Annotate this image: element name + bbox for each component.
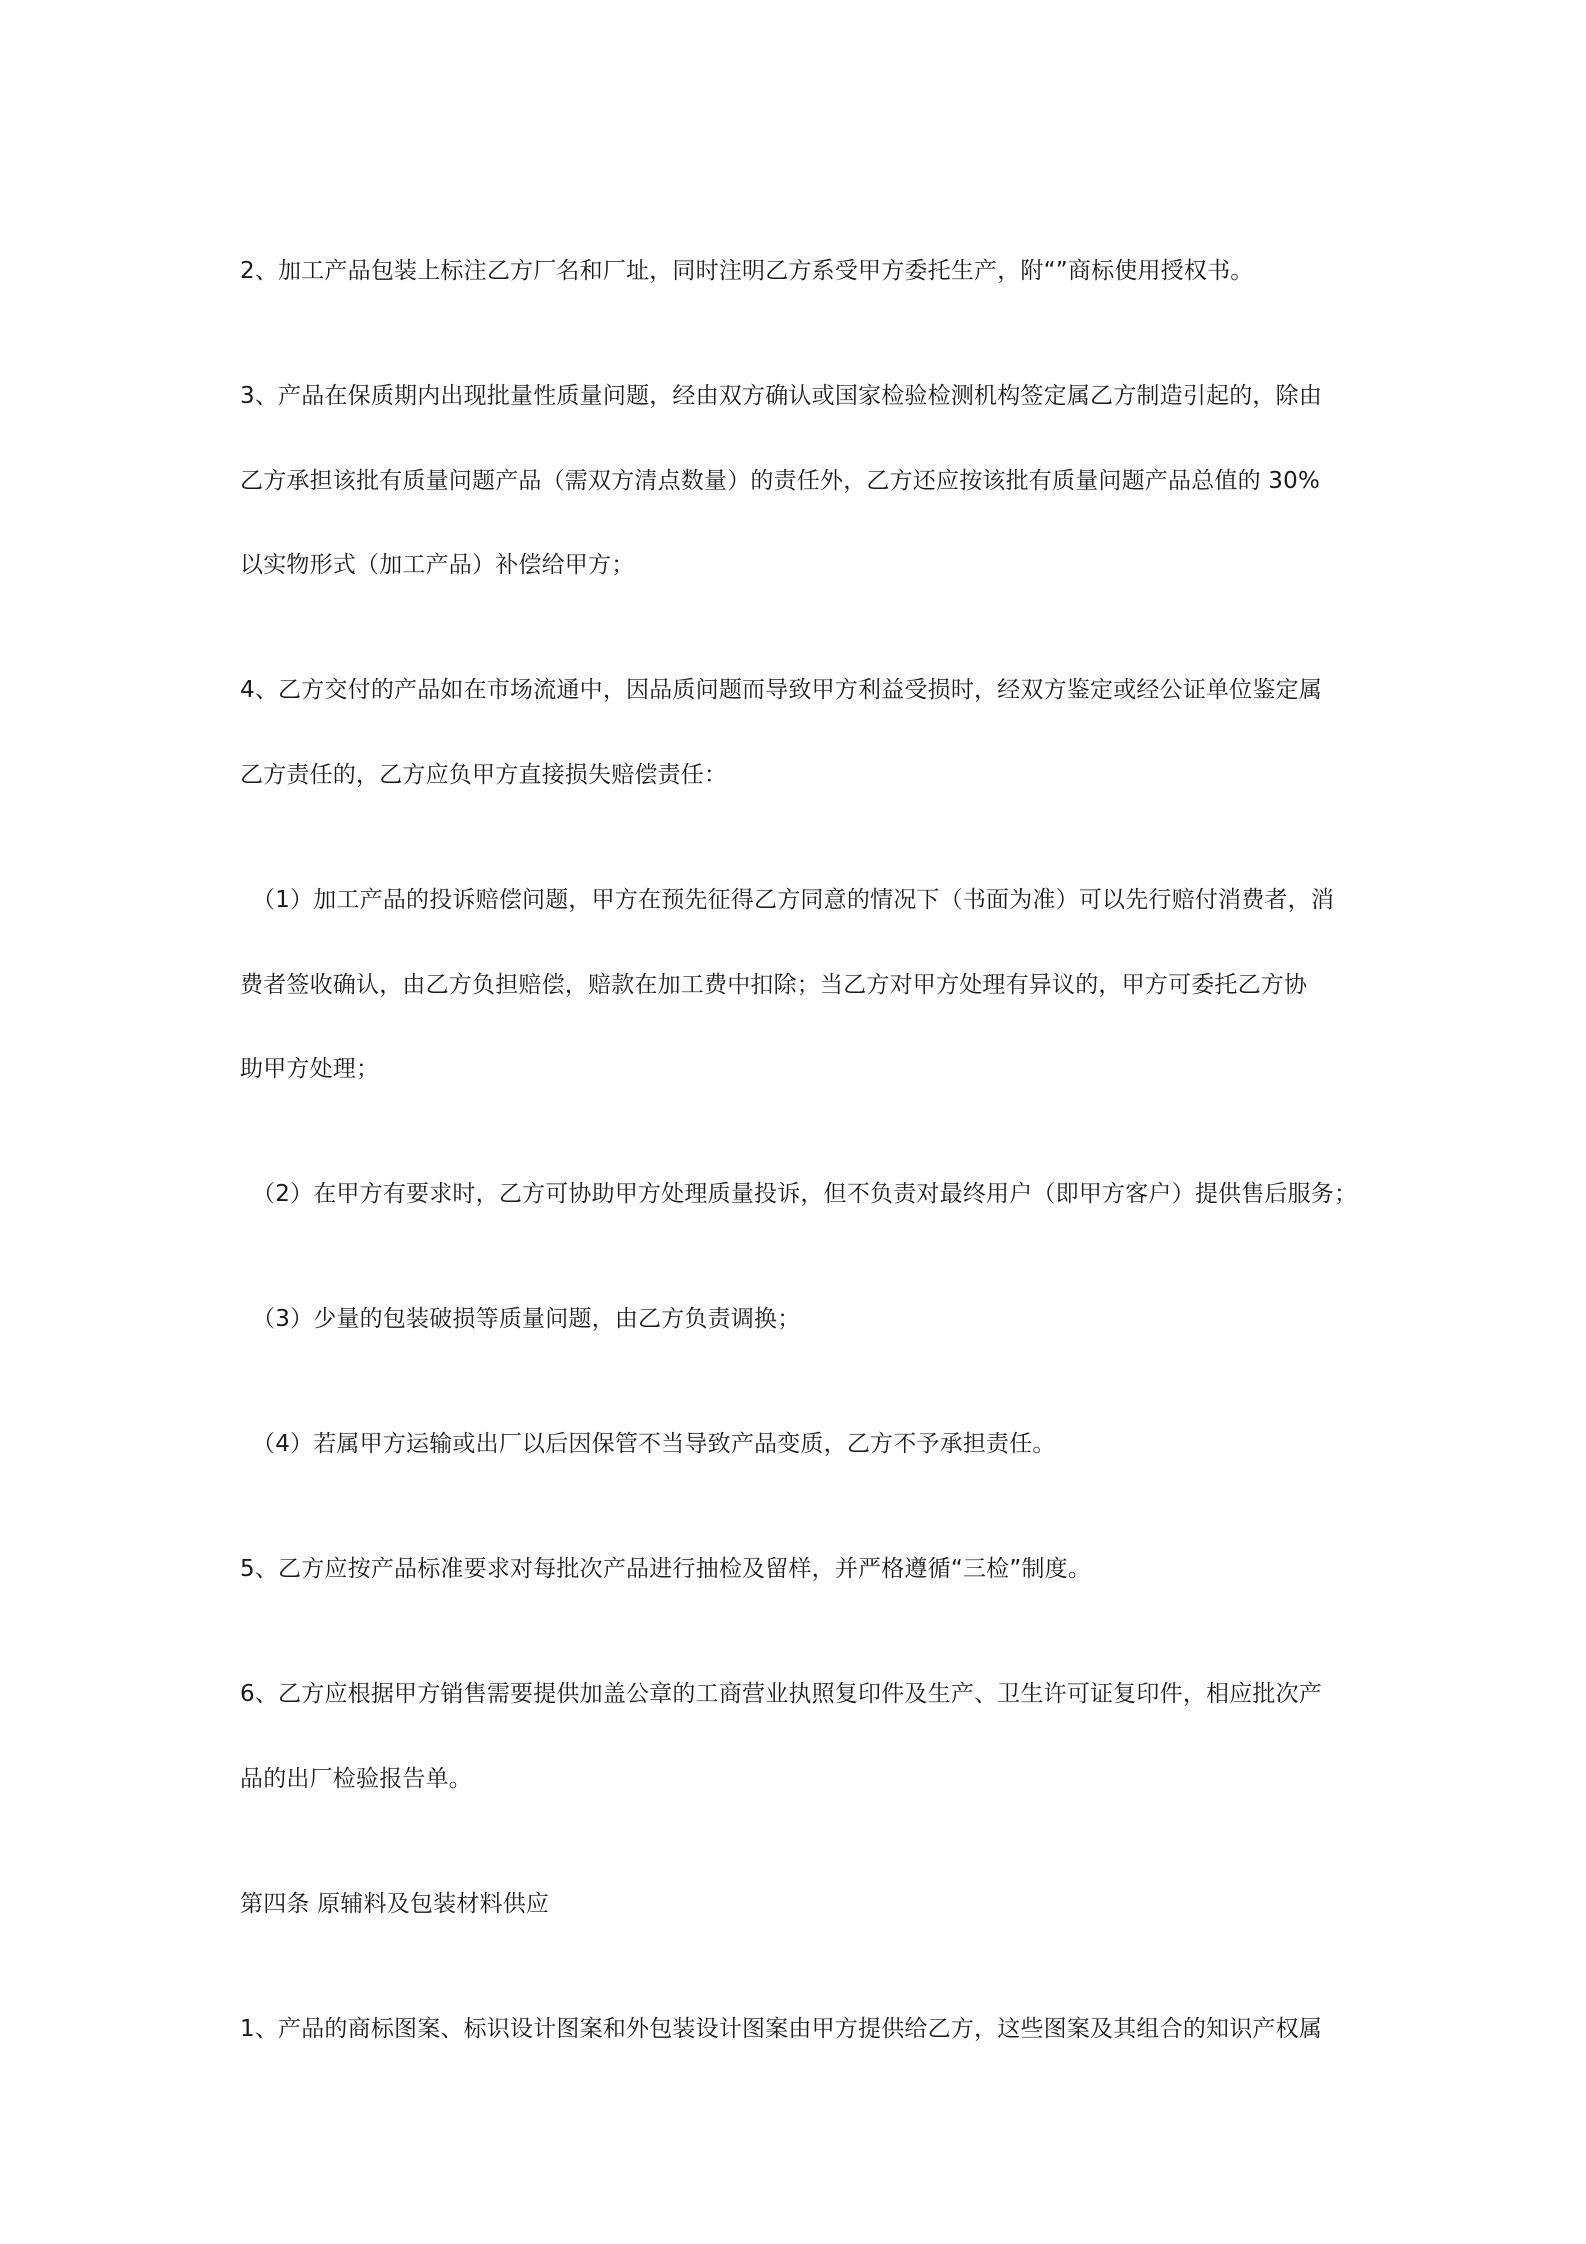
clause-3-4-line-1: 4、乙方交付的产品如在市场流通中，因品质问题而导致甲方利益受损时，经双方鉴定或经公证单位鉴定属 [240,677,1323,703]
clause-3-4-2-line-1: （2）在甲方有要求时，乙方可协助甲方处理质量投诉，但不负责对最终用户（即甲方客户）提供售后服务； [252,1181,1358,1207]
article-4-heading: 第四条 原辅料及包装材料供应 [240,1891,550,1917]
clause-3-6-line-2: 品的出厂检验报告单。 [240,1766,472,1792]
clause-3-4-3-line-1: （3）少量的包装破损等质量问题，由乙方负责调换； [252,1306,801,1332]
clause-3-3-line-3: 以实物形式（加工产品）补偿给甲方； [240,552,635,578]
clause-3-4-1-line-2: 费者签收确认，由乙方负担赔偿，赔款在加工费中扣除；当乙方对甲方处理有异议的，甲方可委托乙方协 [240,972,1308,998]
clause-4-1-line-1: 1、产品的商标图案、标识设计图案和外包装设计图案由甲方提供给乙方，这些图案及其组合的知识产权属 [240,2016,1323,2042]
clause-3-3-line-1: 3、产品在保质期内出现批量性质量问题，经由双方确认或国家检验检测机构签定属乙方制造引起的，除由 [240,383,1323,409]
clause-3-4-4-line-1: （4）若属甲方运输或出厂以后因保管不当导致产品变质，乙方不予承担责任。 [252,1431,1056,1457]
clause-3-2-line-1: 2、加工产品包装上标注乙方厂名和厂址，同时注明乙方系受甲方委托生产，附“”商标使用授权书。 [240,258,1254,284]
clause-3-4-1-line-3: 助甲方处理； [240,1056,380,1082]
clause-3-5-line-1: 5、乙方应按产品标准要求对每批次产品进行抽检及留样，并严格遵循“三检”制度。 [240,1556,1092,1582]
clause-3-6-line-1: 6、乙方应根据甲方销售需要提供加盖公章的工商营业执照复印件及生产、卫生许可证复印件，相应批次产 [240,1681,1323,1707]
clause-3-3-line-2: 乙方承担该批有质量问题产品（需双方清点数量）的责任外，乙方还应按该批有质量问题产品总值的 30% [240,468,1321,494]
clause-3-4-1-line-1: （1）加工产品的投诉赔偿问题，甲方在预先征得乙方同意的情况下（书面为准）可以先行赔付消费者，消 [252,887,1335,913]
clause-3-4-line-2: 乙方责任的，乙方应负甲方直接损失赔偿责任： [240,762,728,788]
